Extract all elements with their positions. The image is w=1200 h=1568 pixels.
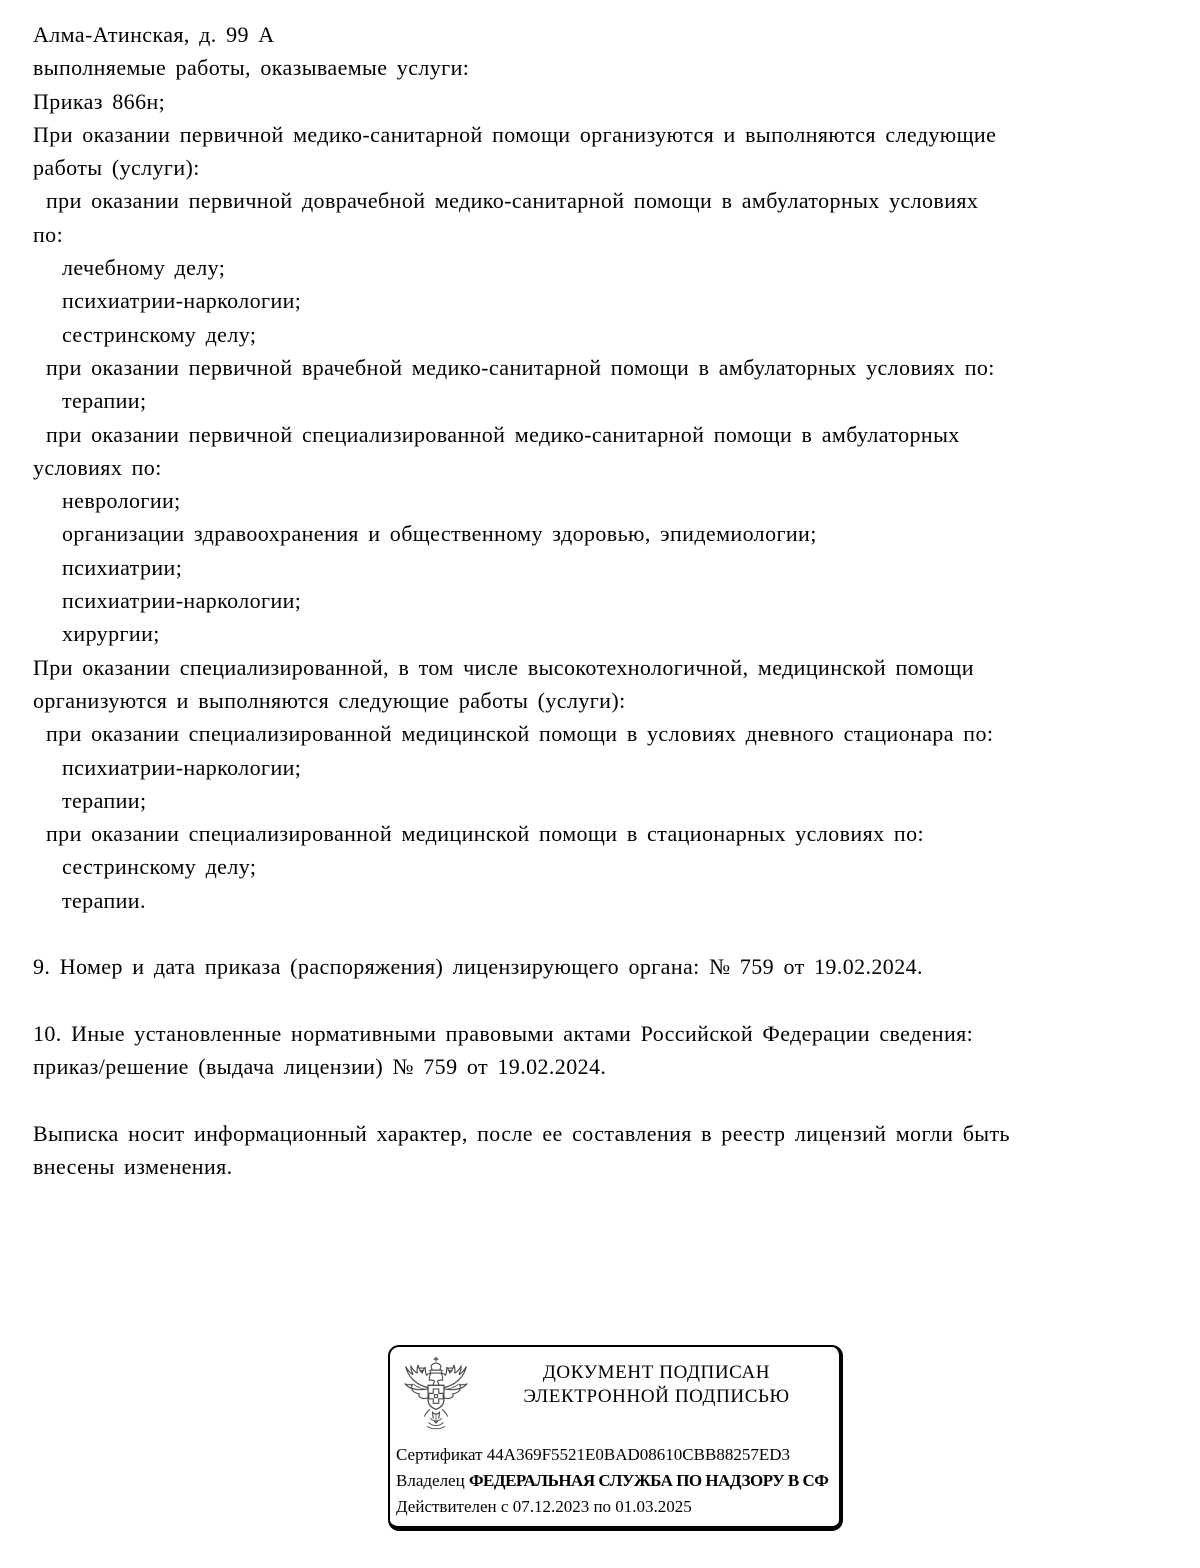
document-line: неврологии; [62,488,181,514]
stamp-title [478,1361,835,1409]
stamp-certificate-line [396,1442,839,1468]
document-line: при оказании первичной доврачебной медико-санитарной помощи в амбулаторных условиях [46,188,979,214]
document-line: терапии; [62,787,147,813]
certificate-label: Сертификат [396,1445,483,1464]
document-line: терапии; [62,388,147,414]
owner-value: ФЕДЕРАЛЬНАЯ СЛУЖБА ПО НАДЗОРУ В СФ [468,1471,829,1490]
document-line: работы (услуги): [33,155,200,181]
document-line [33,984,1174,1017]
certificate-value: 44A369F5521E0BAD08610CBB88257ED3 [486,1445,790,1464]
document-line: по: [33,221,64,247]
document-line: 9. Номер и дата приказа (распоряжения) лицензирующего органа: № 759 от 19.02.2024. [33,954,923,980]
document-line [33,1084,1174,1117]
stamp-title-line2: ЭЛЕКТРОННОЙ ПОДПИСЬЮ [523,1386,790,1407]
document-line: При оказании специализированной, в том числе высокотехнологичной, медицинской помощи [33,654,974,680]
document-body [33,18,1174,1183]
document-line: условиях по: [33,454,162,480]
document-line: лечебному делу; [62,255,226,281]
signature-stamp [388,1345,843,1531]
stamp-title-line1: ДОКУМЕНТ ПОДПИСАН [542,1362,771,1383]
document-line: психиатрии-наркологии; [62,288,302,314]
owner-label: Владелец [396,1471,465,1490]
double-headed-eagle-icon [400,1356,472,1442]
document-line: при оказании первичной врачебной медико-санитарной помощи в амбулаторных условиях по: [46,354,995,380]
document-line [33,917,1174,950]
document-line: психиатрии; [62,554,183,580]
document-line: психиатрии-наркологии; [62,754,302,780]
document-line: сестринскому делу; [62,321,257,347]
document-line: при оказании специализированной медицинской помощи в стационарных условиях по: [46,821,924,847]
document-line: при оказании первичной специализированной медико-санитарной помощи в амбулаторных [46,421,960,447]
document-line: сестринскому делу; [62,854,257,880]
document-line: внесены изменения. [33,1154,233,1180]
document-line: приказ/решение (выдача лицензии) № 759 от 19.02.2024. [33,1054,607,1080]
document-line: при оказании специализированной медицинской помощи в условиях дневного стационара по: [46,721,994,747]
document-line: хирургии; [62,621,160,647]
stamp-owner-line [396,1468,839,1494]
document-line: Выписка носит информационный характер, после ее составления в реестр лицензий могли быть [33,1120,1010,1146]
document-line: психиатрии-наркологии; [62,588,302,614]
stamp-validity-line: Действителен с 07.12.2023 по 01.03.2025 [396,1497,692,1516]
document-line: При оказании первичной медико-санитарной помощи организуются и выполняются следующие [33,121,997,147]
document-line: организуются и выполняются следующие работы (услуги): [33,687,626,713]
document-line: выполняемые работы, оказываемые услуги: [33,55,470,81]
document-line: Приказ 866н; [33,88,166,114]
document-line: Алма-Атинская, д. 99 А [33,22,275,47]
document-line: организации здравоохранения и общественному здоровью, эпидемиологии; [62,521,817,547]
stamp-info [396,1442,839,1520]
document-line: терапии. [62,887,146,913]
document-line: 10. Иные установленные нормативными правовыми актами Российской Федерации сведения: [33,1020,974,1046]
